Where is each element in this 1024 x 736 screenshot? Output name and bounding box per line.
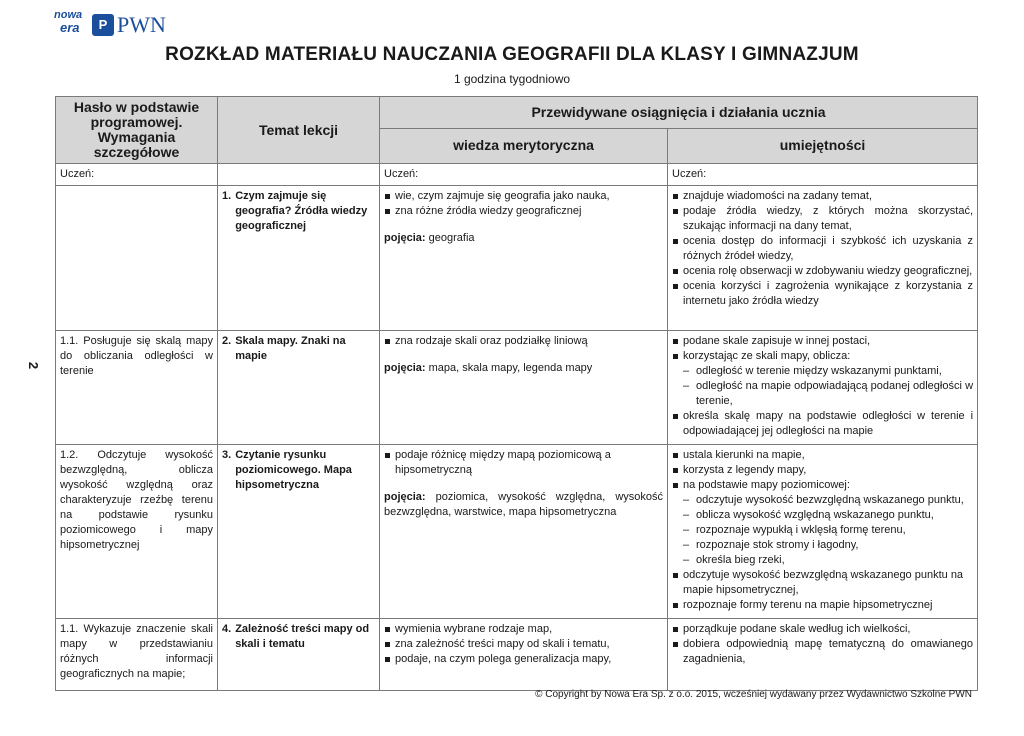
requirement-cell: 1.1. Posługuje się skalą mapy do obliczania odległości w terenie <box>56 331 218 445</box>
topic-cell <box>218 186 380 331</box>
header-skills: umiejętności <box>668 128 978 163</box>
list-item: ocenia dostęp do informacji i szybkość ich uzyskania z różnych źródeł wiedzy, <box>672 234 973 264</box>
list-item: odczytuje wysokość bezwzględną wskazanego punktu na mapie hipsometrycznej, <box>672 568 973 598</box>
concepts-text: geografia <box>428 232 475 244</box>
logo-nowa-text: nowa <box>54 9 83 21</box>
header-requirements: Hasło w podstawie programowej. Wymagania szczegółowe <box>56 97 218 164</box>
concepts-text: mapa, skala mapy, legenda mapy <box>428 362 593 374</box>
concepts-label: pojęcia: <box>384 232 426 244</box>
curriculum-table <box>55 96 978 691</box>
list-item: zna różne źródła wiedzy geograficznej <box>384 204 663 219</box>
list-item: wie, czym zajmuje się geografia jako nauka, <box>384 189 663 204</box>
list-item: korzystając ze skali mapy, oblicza: <box>672 349 973 364</box>
skills-cell <box>668 186 978 331</box>
list-item: dobiera odpowiednią mapę tematyczną do omawianego zagadnienia, <box>672 637 973 667</box>
list-item: porządkuje podane skale według ich wielkości, <box>672 622 973 637</box>
document-title: ROZKŁAD MATERIAŁU NAUCZANIA GEOGRAFII DLA KLASY I GIMNAZJUM <box>165 44 859 65</box>
list-item: korzysta z legendy mapy, <box>672 463 973 478</box>
list-item: określa skalę mapy na podstawie odległości w terenie i odpowiadającej jej odległości na mapie <box>672 409 973 439</box>
topic-number: 1. <box>222 190 232 202</box>
copyright-footer: © Copyright by Nowa Era Sp. z o.o. 2015, wcześniej wydawany przez Wydawnictwo Szkolne PWN <box>535 689 972 700</box>
list-subitem: – określa bieg rzeki, <box>672 553 973 568</box>
list-subitem: – odczytuje wysokość bezwzględną wskazanego punktu, <box>672 493 973 508</box>
list-item: ocenia rolę obserwacji w zdobywaniu wiedzy geograficznej, <box>672 264 973 279</box>
list-item: podaje różnicę między mapą poziomicową a hipsometryczną <box>384 448 663 478</box>
publisher-logo <box>54 10 170 40</box>
concepts-label: pojęcia: <box>384 362 426 374</box>
topic-number: 4. <box>222 623 232 635</box>
list-item: zna zależność treści mapy od skali i tematu, <box>384 637 663 652</box>
knowledge-cell <box>380 331 668 445</box>
list-item: znajduje wiadomości na zadany temat, <box>672 189 973 204</box>
knowledge-cell <box>380 186 668 331</box>
topic-cell <box>218 619 380 691</box>
list-item: ustala kierunki na mapie, <box>672 448 973 463</box>
concepts <box>384 361 663 376</box>
table-row <box>56 445 978 619</box>
list-item: wymienia wybrane rodzaje map, <box>384 622 663 637</box>
uczen-label: Uczeń: <box>668 164 978 186</box>
list-subitem: – rozpoznaje wypukłą i wklęsłą formę terenu, <box>672 523 973 538</box>
logo-era-text: era <box>60 20 80 35</box>
list-subitem: – oblicza wysokość względną wskazanego punktu, <box>672 508 973 523</box>
pwn-logo-icon: P <box>92 14 114 36</box>
list-item: podaje, na czym polega generalizacja mapy, <box>384 652 663 667</box>
list-item: zna rodzaje skali oraz podziałkę liniową <box>384 334 663 349</box>
list-item: podaje źródła wiedzy, z których można skorzystać, szukając informacji na dany temat, <box>672 204 973 234</box>
knowledge-cell <box>380 619 668 691</box>
topic-cell <box>218 331 380 445</box>
header-expected-outcomes: Przewidywane osiągnięcia i działania ucznia <box>380 97 978 129</box>
topic-title: Czytanie rysunku poziomicowego. Mapa hipsometryczna <box>235 449 352 491</box>
requirement-cell <box>56 186 218 331</box>
knowledge-cell <box>380 445 668 619</box>
uczen-label: Uczeń: <box>56 164 218 186</box>
table-row <box>56 186 978 331</box>
skills-cell <box>668 445 978 619</box>
concepts <box>384 231 663 246</box>
page-number: 2 <box>26 361 42 370</box>
concepts-text: poziomica, wysokość względna, wysokość bezwzględna, warstwice, mapa hipsometryczna <box>384 491 664 518</box>
uczen-label: Uczeń: <box>380 164 668 186</box>
list-item: ocenia korzyści i zagrożenia wynikające z korzystania z internetu jako źródła wiedzy <box>672 279 973 309</box>
topic-number: 3. <box>222 449 232 461</box>
uczen-row <box>56 164 978 186</box>
list-subitem: – odległość w terenie między wskazanymi punktami, <box>672 364 973 379</box>
requirement-cell: 1.2. Odczytuje wysokość bezwzględną, oblicza wysokość względną oraz charakteryzuje rzeźbę terenu na podstawie rysunku poziomicowego i mapy hipsometrycznej <box>56 445 218 619</box>
concepts <box>384 490 663 520</box>
concepts-label: pojęcia: <box>384 491 426 503</box>
topic-cell <box>218 445 380 619</box>
list-item: podane skale zapisuje w innej postaci, <box>672 334 973 349</box>
logo-pwn-text: PWN <box>117 12 166 37</box>
list-subitem: – rozpoznaje stok stromy i łagodny, <box>672 538 973 553</box>
topic-title: Zależność treści mapy od skali i tematu <box>235 623 370 650</box>
list-item: na podstawie mapy poziomicowej: <box>672 478 973 493</box>
skills-cell <box>668 619 978 691</box>
uczen-empty <box>218 164 380 186</box>
header-topic: Temat lekcji <box>218 97 380 164</box>
skills-cell <box>668 331 978 445</box>
document-subtitle: 1 godzina tygodniowo <box>453 72 571 86</box>
list-item: rozpoznaje formy terenu na mapie hipsometrycznej <box>672 598 973 613</box>
header-knowledge: wiedza merytoryczna <box>380 128 668 163</box>
topic-title: Skala mapy. Znaki na mapie <box>235 335 346 362</box>
table-row <box>56 619 978 691</box>
topic-title: Czym zajmuje się geografia? Źródła wiedzy geograficznej <box>235 190 368 232</box>
table-row <box>56 331 978 445</box>
list-subitem: – odległość na mapie odpowiadającą podanej odległości w terenie, <box>672 379 973 409</box>
topic-number: 2. <box>222 335 232 347</box>
requirement-cell: 1.1. Wykazuje znaczenie skali mapy w przedstawianiu różnych informacji geograficznych na mapie; <box>56 619 218 691</box>
